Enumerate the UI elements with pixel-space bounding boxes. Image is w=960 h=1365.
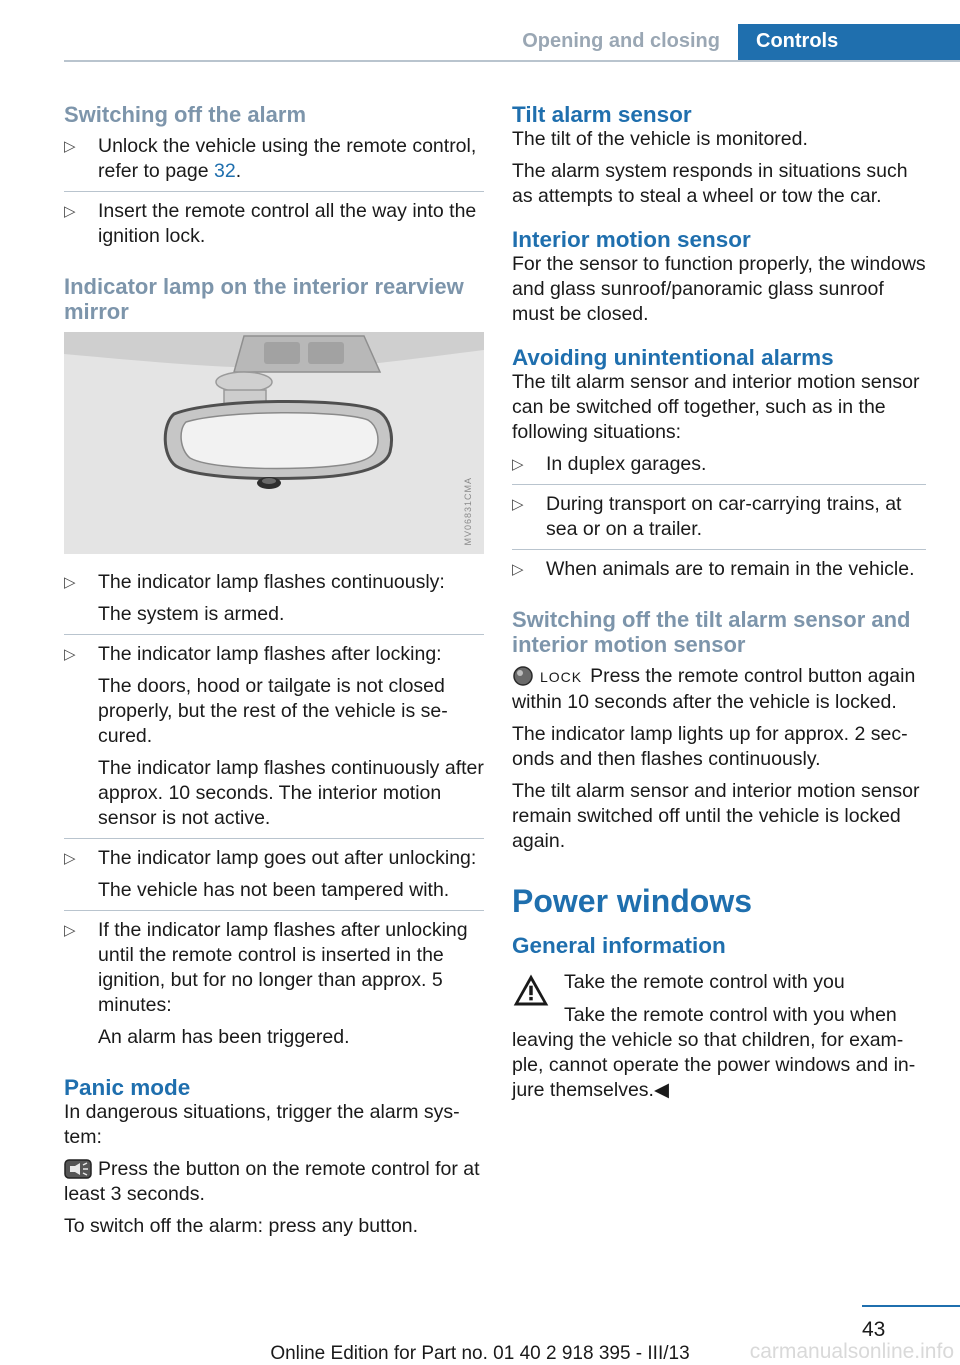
figure-code: MV06831CMA xyxy=(463,477,473,546)
bullet-triangle-icon: ▷ xyxy=(512,456,524,473)
edition-text: Online Edition for Part no. 01 40 2 918 395 - III/13 xyxy=(270,1343,690,1364)
interior-motion-heading: Interior motion sensor xyxy=(512,227,751,252)
lock-label: LOCK xyxy=(540,669,583,685)
list-item: ▷ Insert the remote control all the way into the ignition lock. xyxy=(64,200,477,247)
avoid-list xyxy=(512,452,926,589)
power-windows-heading: Power windows xyxy=(512,883,753,919)
interior-p1: For the sensor to function properly, the windows and glass sunroof/panoramic glass sunroof must be closed. xyxy=(512,253,926,325)
panic-intro: In dangerous situations, trigger the alarm system: xyxy=(64,1101,460,1148)
warning-title: Take the remote control with you xyxy=(564,971,845,993)
page-link[interactable]: 32 xyxy=(214,160,236,182)
switching-off-tilt-heading: Switching off the tilt alarm sensor and interior motion sensor xyxy=(512,607,911,657)
switch-tilt-p1: LOCK Press the remote control button again within 10 seconds after the vehicle is locked. xyxy=(512,665,916,713)
list-item: ▷ In duplex garages. xyxy=(512,452,926,485)
list-item: ▷ The indicator lamp goes out after unlocking: The vehicle has not been tampered with. xyxy=(64,846,484,911)
watermark: carmanualsonline.info xyxy=(749,1340,954,1363)
bullet-triangle-icon: ▷ xyxy=(64,850,76,867)
footer-divider xyxy=(862,1305,960,1307)
bullet-triangle-icon: ▷ xyxy=(64,574,76,591)
warning-text: Take the remote control with you when leaving the vehicle so that children, for example, cannot operate the power windows and injure themselves.◀ xyxy=(512,1004,916,1101)
bullet-triangle-icon: ▷ xyxy=(512,561,524,578)
bullet-triangle-icon: ▷ xyxy=(512,496,524,513)
lock-button-icon xyxy=(512,666,534,686)
left-column xyxy=(64,102,484,1246)
bullet-triangle-icon: ▷ xyxy=(64,203,76,220)
avoid-p1: The tilt alarm sensor and interior motion sensor can be switched off together, such as in the following situations: xyxy=(512,371,920,443)
indicator-lamp-list xyxy=(64,570,484,1057)
chapter-tab: Controls xyxy=(738,24,960,62)
rearview-mirror-illustration xyxy=(64,332,484,554)
bullet-triangle-icon: ▷ xyxy=(64,138,76,155)
right-column xyxy=(512,102,926,1110)
horn-button-icon xyxy=(64,1159,92,1179)
switching-off-list xyxy=(64,134,484,256)
header-tabs xyxy=(504,24,960,62)
tilt-p2: The alarm system responds in situations such as attempts to steal a wheel or tow the car. xyxy=(512,160,908,207)
list-item: ▷ The indicator lamp flashes after locking: The doors, hood or tailgate is not closed properly, but the rest of the vehicle is secured. The indicator lamp flashes continuously after approx. 10 seconds. The interior motion sensor is not active. xyxy=(64,642,484,839)
panic-switch-off: To switch off the alarm: press any button. xyxy=(64,1215,419,1237)
list-item: ▷ Unlock the vehicle using the remote control, refer to page 32. xyxy=(64,134,484,192)
indicator-lamp-heading: Indicator lamp on the interior rearview mirror xyxy=(64,274,464,324)
warning-triangle-icon xyxy=(512,970,550,1010)
bullet-triangle-icon: ▷ xyxy=(64,922,76,939)
tilt-alarm-heading: Tilt alarm sensor xyxy=(512,102,692,127)
panic-instruction: Press the button on the remote control for at least 3 seconds. xyxy=(64,1158,480,1205)
switch-tilt-p3: The tilt alarm sensor and interior motion sensor remain switched off until the vehicle is locked again. xyxy=(512,780,920,852)
list-item: ▷ During transport on car-carrying trains, at sea or on a trailer. xyxy=(512,492,926,550)
page-number: 43 xyxy=(862,1318,886,1341)
tilt-p1: The tilt of the vehicle is monitored. xyxy=(512,128,808,150)
bullet-triangle-icon: ▷ xyxy=(64,646,76,663)
list-item: ▷ When animals are to remain in the vehicle. xyxy=(512,558,915,580)
general-information-heading: General information xyxy=(512,933,726,958)
panic-mode-heading: Panic mode xyxy=(64,1075,191,1100)
header-divider xyxy=(64,60,960,62)
mirror-illustration-image xyxy=(64,332,484,554)
avoiding-alarms-heading: Avoiding unintentional alarms xyxy=(512,345,834,370)
switch-tilt-p2: The indicator lamp lights up for approx. 2 seconds and then flashes continuously. xyxy=(512,723,908,770)
list-item: ▷ If the indicator lamp flashes after unlocking until the remote control is inserted in the ignition, but for no longer than approx. 5 minutes: An alarm has been triggered. xyxy=(64,919,468,1048)
section-tab: Opening and closing xyxy=(522,30,720,52)
switching-off-alarm-heading: Switching off the alarm xyxy=(64,102,307,127)
list-item: ▷ The indicator lamp flashes continuously: The system is armed. xyxy=(64,570,484,635)
